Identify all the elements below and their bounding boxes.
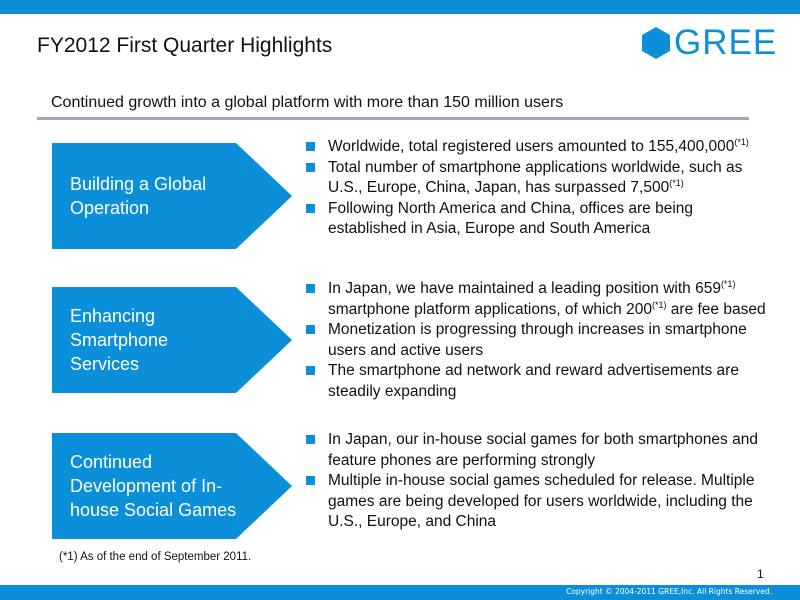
section-label: Building a Global Operation [70, 174, 207, 218]
slide-subtitle: Continued growth into a global platform with more than 150 million users [51, 94, 564, 111]
bottom-footer-bar [0, 585, 800, 600]
square-bullet-icon [306, 366, 315, 375]
square-bullet-icon [306, 204, 315, 213]
section-arrow-global-operation [52, 143, 292, 249]
slide-title: FY2012 First Quarter Highlights [37, 34, 333, 57]
square-bullet-icon [306, 142, 315, 151]
section-bullets-social-games [304, 430, 774, 533]
top-accent-bar [0, 0, 800, 14]
footnote: (*1) As of the end of September 2011. [59, 551, 252, 563]
subtitle-divider [37, 117, 749, 120]
section-bullets-smartphone-services [304, 279, 774, 402]
section-bullets-global-operation [304, 137, 774, 240]
section-arrow-social-games [52, 433, 292, 539]
bullet-item: Worldwide, total registered users amounted to $155,400,000^{(*1)}$ [304, 137, 774, 158]
logo-text: GREE [674, 23, 778, 62]
bullet-item: Multiple in-house social games scheduled for release. Multiple games are being developed for users worldwide, including the U.S., Europe, and China [304, 471, 774, 533]
bullet-item: In Japan, our in-house social games for both smartphones and feature phones are performing strongly [304, 430, 774, 471]
bullet-item: Monetization is progressing through increases in smartphone users and active users [304, 320, 774, 361]
hexagon-icon [641, 26, 671, 60]
copyright-text: Copyright © 2004-2011 GREE,Inc. All Rights Reserved. [566, 587, 772, 596]
section-label: Enhancing Smartphone Services [70, 306, 169, 374]
square-bullet-icon [306, 284, 315, 293]
bullet-item: Following North America and China, offices are being established in Asia, Europe and South America [304, 199, 774, 240]
gree-logo [641, 23, 778, 62]
square-bullet-icon [306, 163, 315, 172]
section-arrow-smartphone-services [52, 287, 292, 393]
section-label: Continued Development of In- house Social Games [70, 452, 237, 520]
square-bullet-icon [306, 435, 315, 444]
square-bullet-icon [306, 476, 315, 485]
page-number: 1 [757, 567, 764, 581]
bullet-item: Total number of smartphone applications worldwide, such as U.S., Europe, China, Japan, has surpassed $7,500^{(*1)}$ [304, 158, 774, 199]
bullet-item: In Japan, we have maintained a leading position with $659^{(*1)}$ smartphone platform applications, of which $200^{(*1)}$ are fee based [304, 279, 774, 320]
square-bullet-icon [306, 325, 315, 334]
bullet-item: The smartphone ad network and reward advertisements are steadily expanding [304, 361, 774, 402]
